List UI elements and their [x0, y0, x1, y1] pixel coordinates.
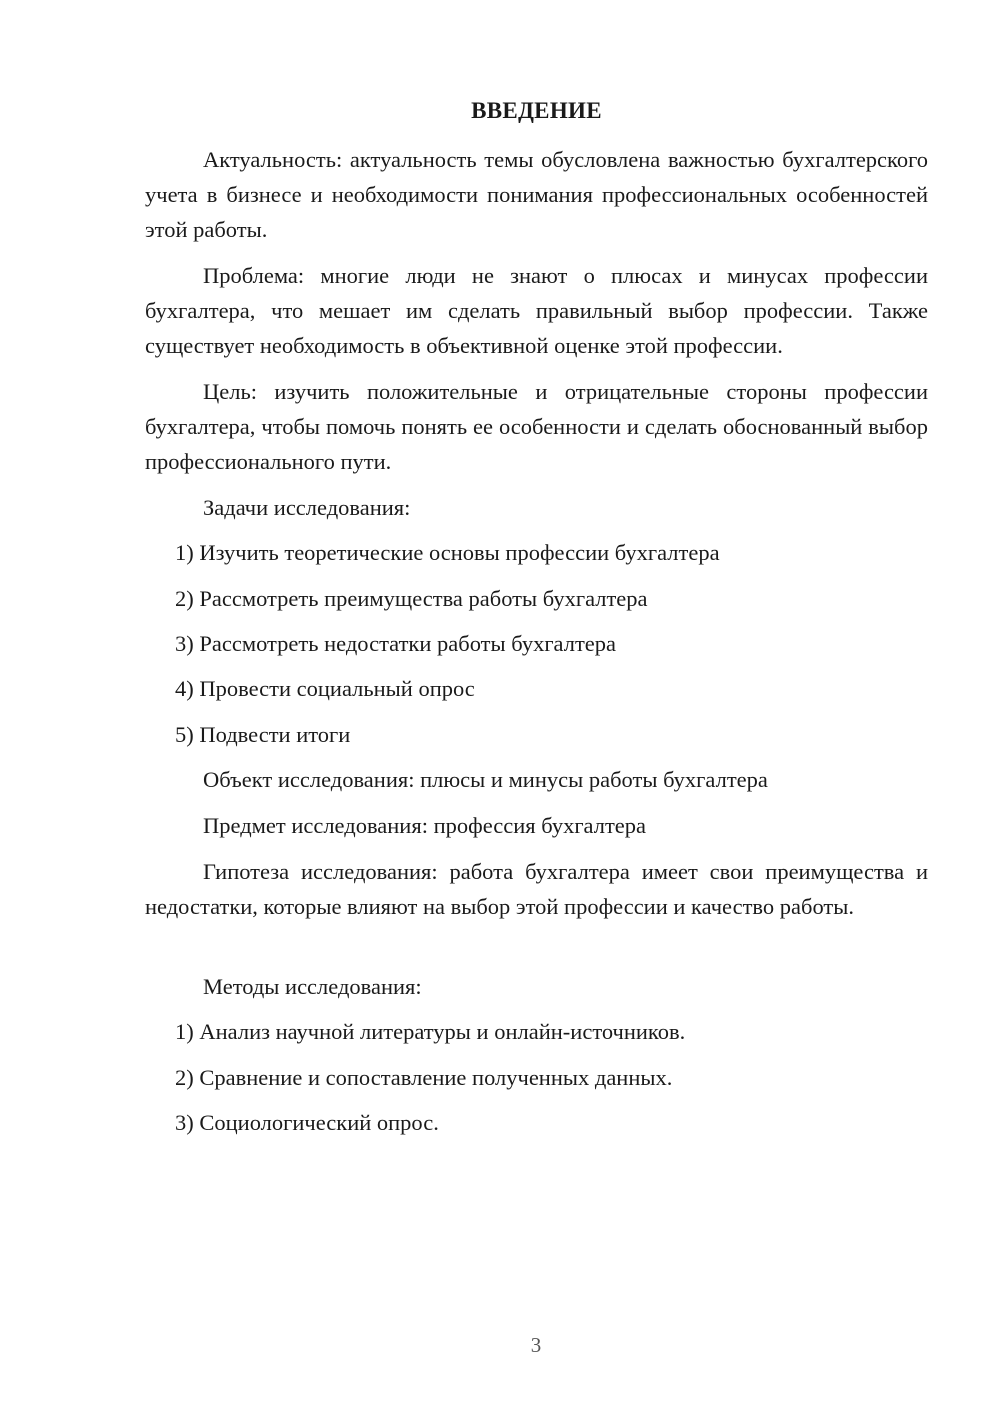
problem-paragraph: Проблема: многие люди не знают о плюсах и минусах профессии бухгалтера, что мешает им сделать правильный выбор профессии. Также существует необходимость в объективной оценке этой профессии. [145, 263, 928, 358]
task-item: 1) Изучить теоретические основы профессии бухгалтера [175, 540, 720, 565]
hypothesis-paragraph: Гипотеза исследования: работа бухгалтера имеет свои преимущества и недостатки, которые влияют на выбор этой профессии и качество работы. [145, 859, 928, 919]
method-item: 1) Анализ научной литературы и онлайн-источников. [175, 1019, 686, 1044]
tasks-heading: Задачи исследования: [203, 495, 411, 520]
page-number: 3 [530, 1333, 542, 1357]
task-item: 3) Рассмотреть недостатки работы бухгалтера [175, 631, 617, 656]
task-item: 2) Рассмотреть преимущества работы бухгалтера [175, 586, 648, 611]
method-item: 3) Социологический опрос. [175, 1110, 439, 1135]
task-item: 5) Подвести итоги [175, 722, 351, 747]
task-item: 4) Провести социальный опрос [175, 676, 475, 701]
method-item: 2) Сравнение и сопоставление полученных данных. [175, 1065, 673, 1090]
methods-heading: Методы исследования: [203, 974, 422, 999]
section-title: ВВЕДЕНИЕ [471, 98, 602, 123]
object-line: Объект исследования: плюсы и минусы работы бухгалтера [203, 767, 768, 792]
relevance-paragraph: Актуальность: актуальность темы обусловлена важностью бухгалтерского учета в бизнесе и необходимости понимания профессиональных особенностей этой работы. [145, 147, 928, 242]
goal-paragraph: Цель: изучить положительные и отрицательные стороны профессии бухгалтера, чтобы помочь понять ее особенности и сделать обоснованный выбор профессионального пути. [145, 379, 928, 474]
subject-line: Предмет исследования: профессия бухгалтера [203, 813, 647, 838]
